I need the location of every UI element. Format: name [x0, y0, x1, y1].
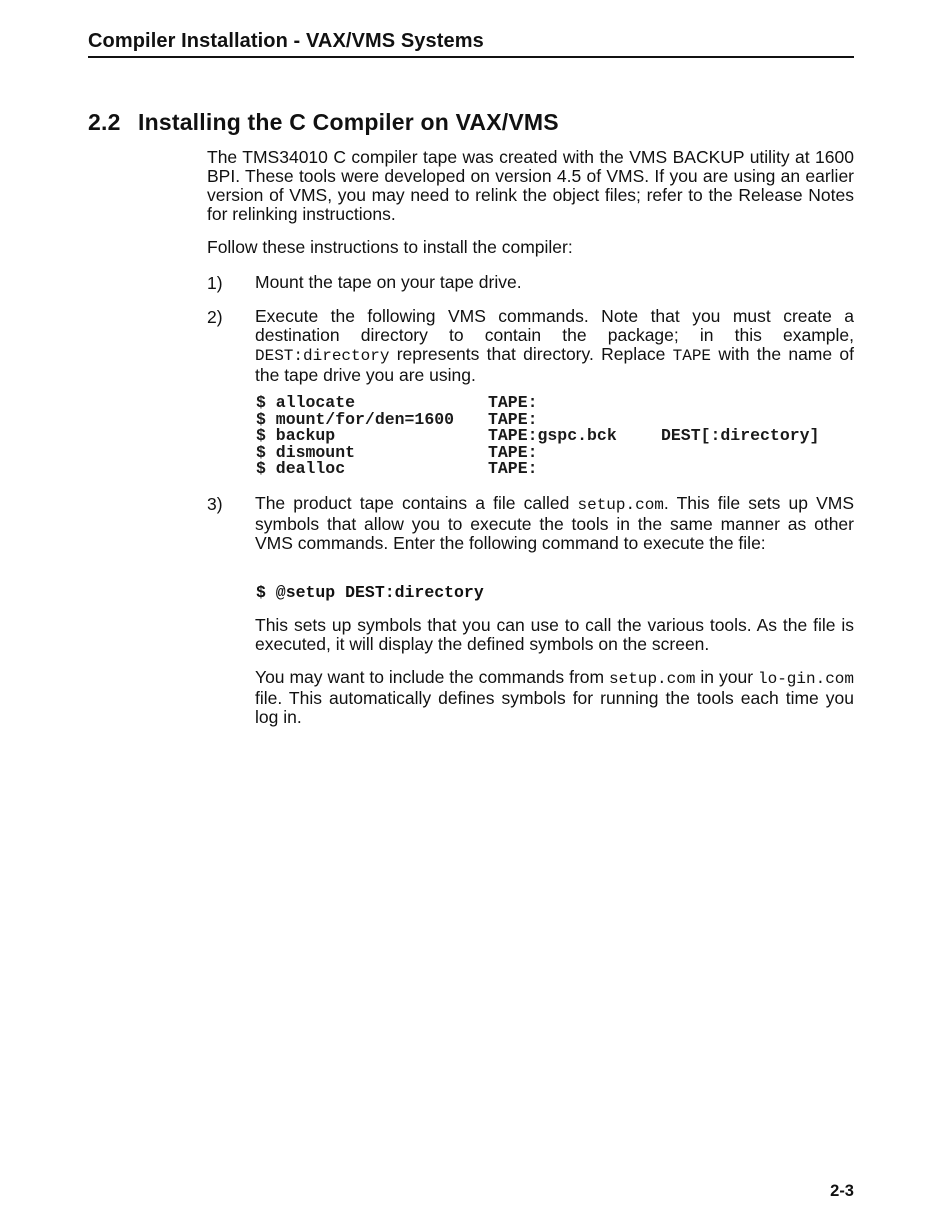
- intro-paragraph: The TMS34010 C compiler tape was created with the VMS BACKUP utility at 1600 BPI. These tools were developed on version 4.5 of VMS. If you are using an earlier version of VMS, you may need to relink the object files; refer to the Release Notes for relinking instructions.: [207, 147, 854, 224]
- after-setup-paragraph: This sets up symbols that you can use to call the various tools. As the file is executed, it will display the defined symbols on the screen.: [255, 615, 854, 654]
- step-3-text-b: . This file sets up VMS symbols that allow you to execute the tools in the same manner as other VMS commands. Enter the following command to execute the file:: [255, 493, 854, 553]
- argument-cell: TAPE:: [488, 459, 538, 478]
- final-text-b: in your: [700, 667, 754, 687]
- command-cell: $ mount/for/den=1600: [256, 409, 455, 429]
- section-number: 2.2: [88, 109, 121, 135]
- final-code-login: lo-gin.com: [757, 670, 854, 688]
- step-3-code-setup: setup.com: [577, 496, 664, 514]
- final-paragraph: [255, 668, 854, 727]
- command-cell: $ backup: [256, 426, 336, 445]
- step-3-text-a: The product tape contains a file called: [255, 493, 570, 513]
- command-cell: $ dismount: [256, 442, 356, 462]
- step-1-text: Mount the tape on your tape drive.: [255, 272, 522, 292]
- argument-cell: TAPE:: [488, 442, 538, 462]
- command-cell: $ allocate: [256, 393, 356, 412]
- argument-cell: TAPE:gspc.bck: [488, 426, 617, 445]
- step-2-code-tape: TAPE: [672, 347, 712, 365]
- step-1-number: 1): [207, 273, 223, 293]
- step-2-text-c: with the name of the tape drive you are using.: [255, 344, 854, 385]
- step-2-text-a: Execute the following VMS commands. Note that you must create a destination directory to contain the package; in this example,: [255, 306, 854, 345]
- step-3-number: 3): [207, 494, 223, 514]
- running-head: Compiler Installation - VAX/VMS Systems: [88, 30, 484, 52]
- destination-cell: DEST[:directory]: [661, 426, 820, 445]
- setup-command: $ @setup DEST:directory: [256, 583, 484, 602]
- header-rule: [88, 56, 854, 58]
- final-code-setup: setup.com: [609, 670, 696, 688]
- page-number: 2-3: [830, 1182, 854, 1200]
- final-text-a: You may want to include the commands from: [255, 667, 605, 687]
- step-2-code-dest: DEST:directory: [255, 347, 390, 365]
- step-2-text: [255, 307, 854, 385]
- follow-paragraph: Follow these instructions to install the compiler:: [207, 237, 573, 257]
- command-cell: $ dealloc: [256, 459, 346, 478]
- command-table: [256, 393, 820, 478]
- command-row: [256, 459, 538, 478]
- argument-cell: TAPE:: [488, 409, 538, 429]
- step-3-text: [255, 494, 854, 553]
- step-2-text-b: represents that directory. Replace: [396, 344, 666, 364]
- argument-cell: TAPE:: [488, 393, 538, 412]
- step-2-number: 2): [207, 307, 223, 327]
- section-heading: [88, 109, 559, 136]
- section-title: Installing the C Compiler on VAX/VMS: [138, 109, 559, 135]
- final-text-c: file. This automatically defines symbols for running the tools each time you log in.: [255, 688, 854, 727]
